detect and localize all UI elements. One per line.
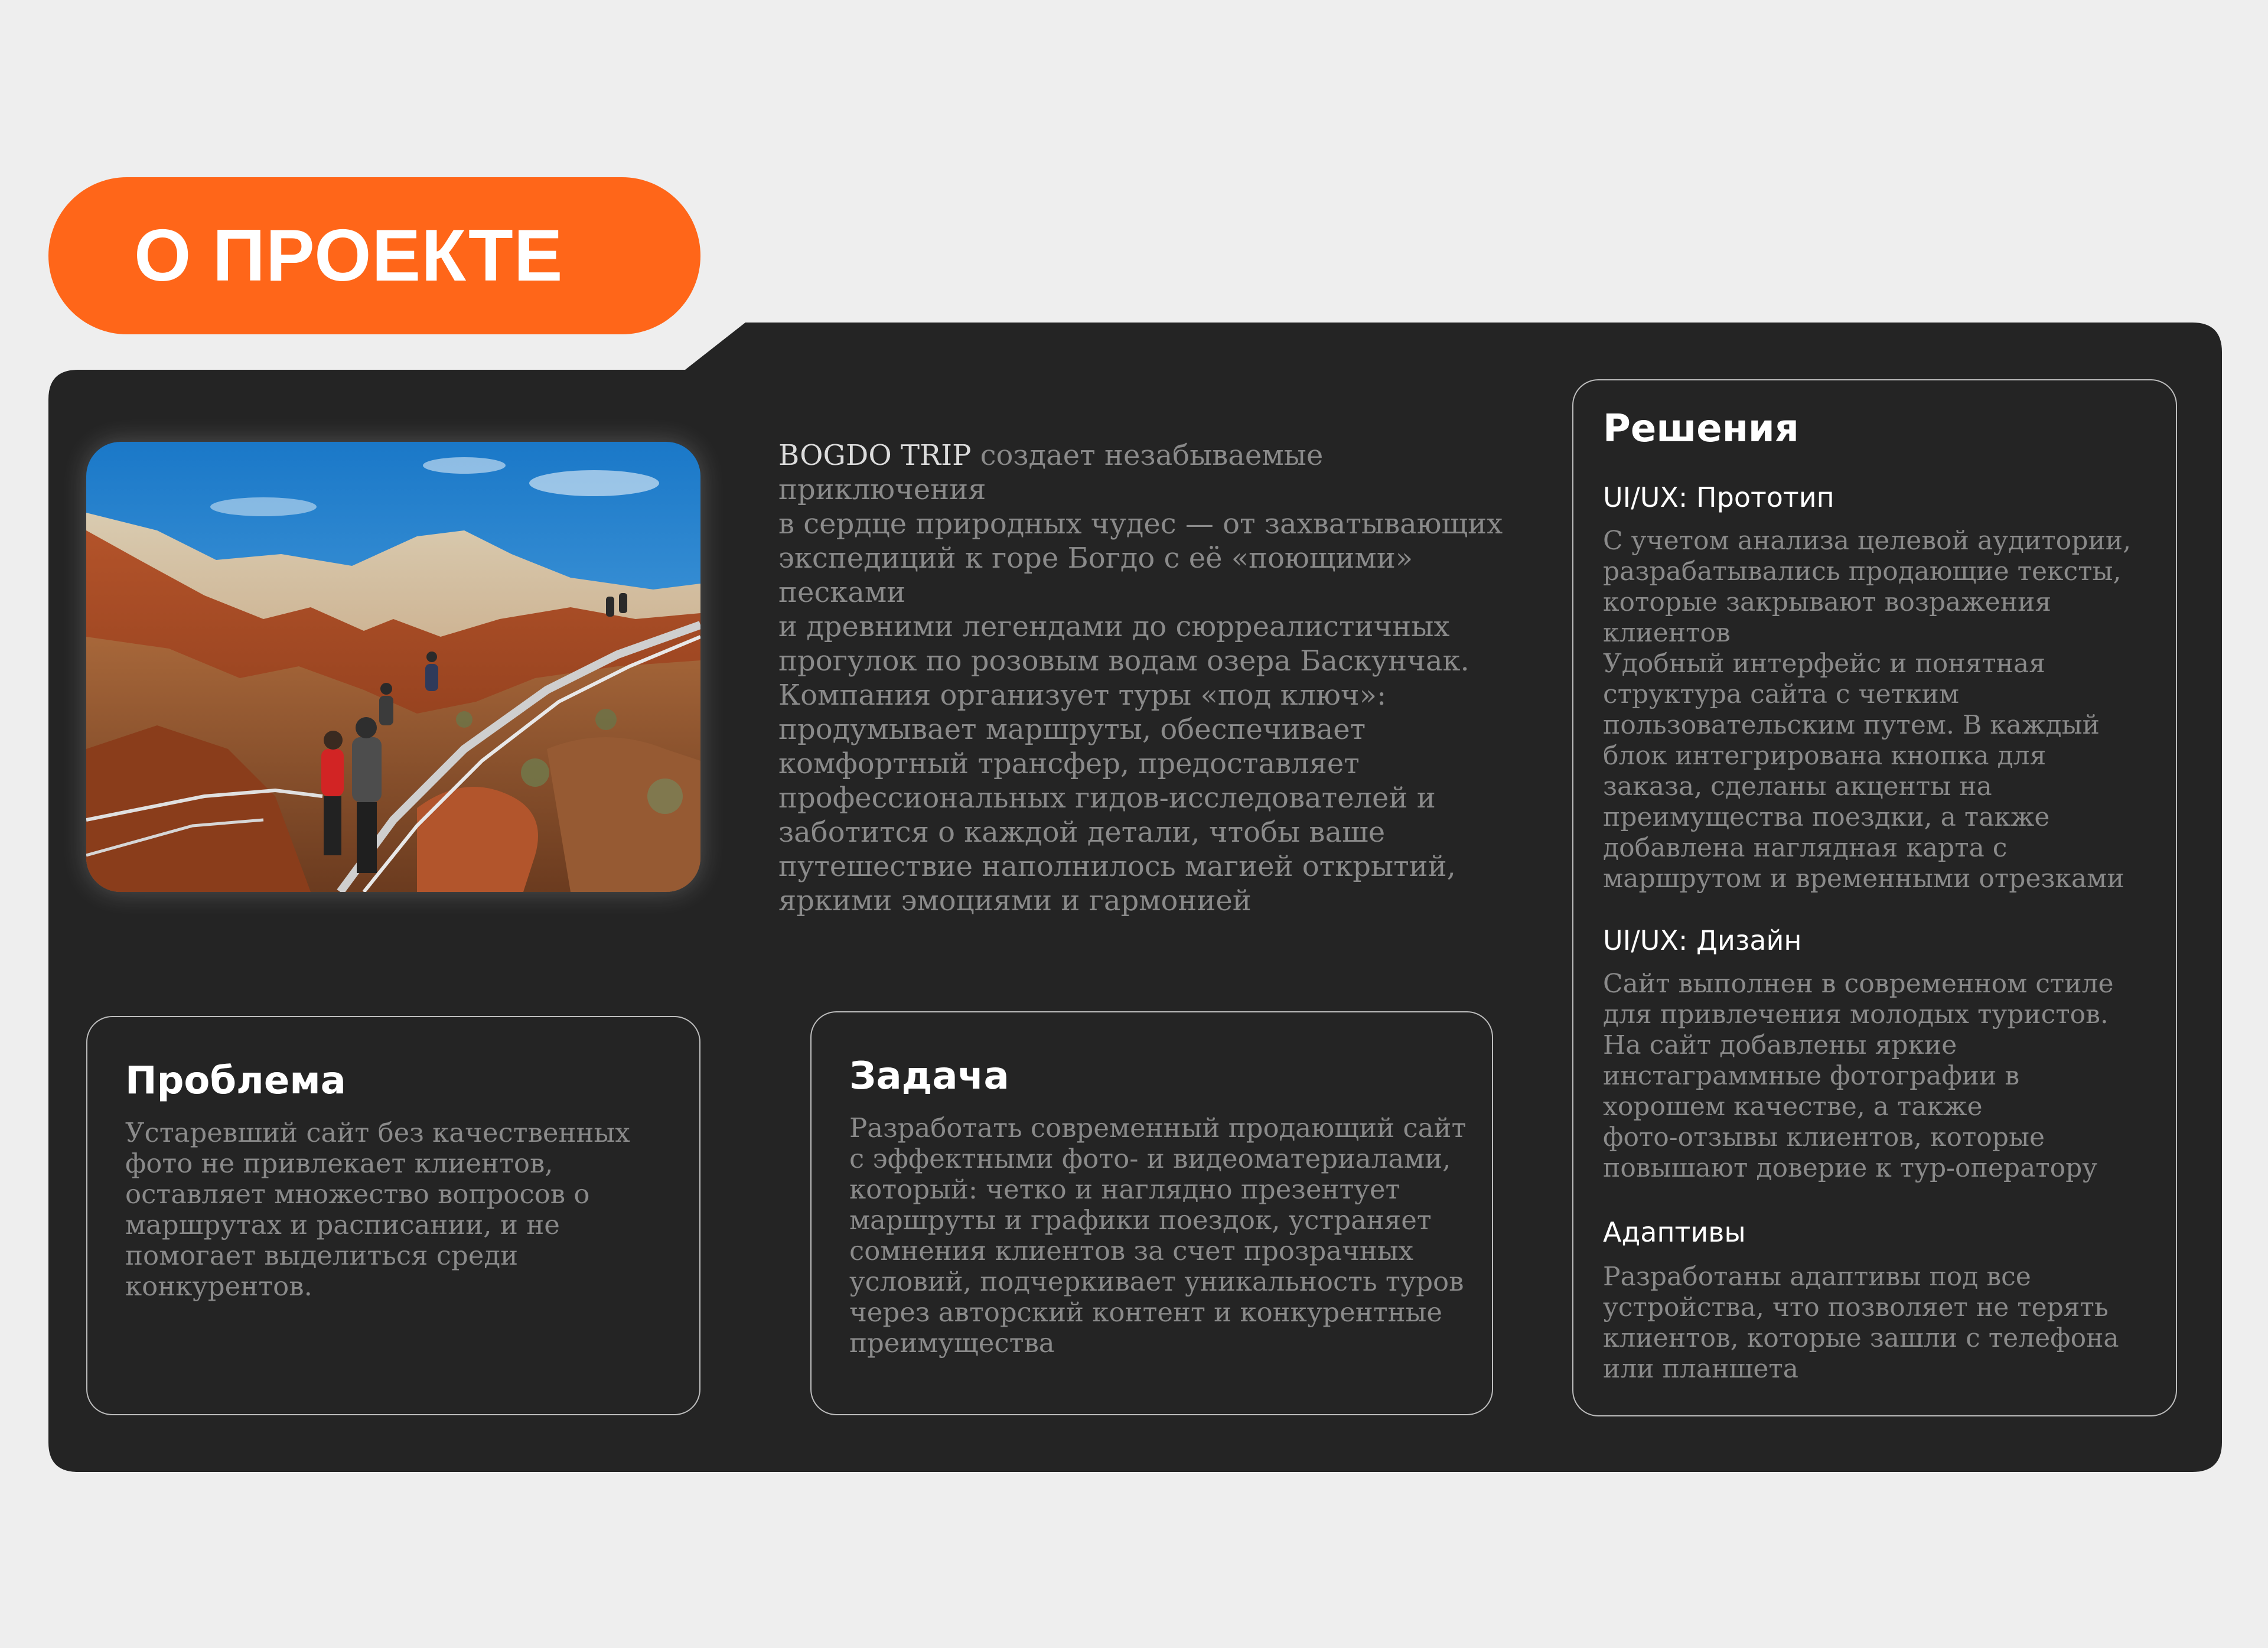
solutions-design-heading: UI/UX: Дизайн	[1603, 924, 1802, 956]
solutions-design-text: Сайт выполнен в современном стиле для привлечения молодых туристов. На сайт добавлены яркие инстаграммные фотографии в хорошем качестве, а также фото-отзывы клиентов, которые повышают доверие к тур-оператору	[1603, 969, 2114, 1183]
task-card	[810, 1011, 1493, 1415]
page-title: О ПРОЕКТЕ	[134, 215, 563, 297]
solutions-title: Решения	[1603, 407, 1799, 451]
mountain-landscape-image	[86, 442, 700, 892]
problem-text: Устаревший сайт без качественных фото не привлекает клиентов, оставляет множество вопросов о маршрутах и расписании, и не помогает выделиться среди конкурентов.	[125, 1117, 630, 1302]
intro-text	[778, 438, 1529, 918]
solutions-adaptive-heading: Адаптивы	[1603, 1216, 1746, 1248]
solutions-prototype-heading: UI/UX: Прототип	[1603, 481, 1834, 513]
problem-card	[86, 1016, 700, 1415]
title-pill	[48, 177, 700, 334]
task-text: Разработать современный продающий сайт с эффектными фото- и видеоматериалами, который: четко и наглядно презентует маршруты и графики поездок, устраняет сомнения клиентов за счет прозрачных условий, подчеркивает уникальность туров через авторский контент и конкурентные преимущества	[849, 1112, 1467, 1359]
solutions-prototype-text: С учетом анализа целевой аудитории, разрабатывались продающие тексты, которые закрывают возражения клиентов Удобный интерфейс и понятная структура сайта с четким пользовательским путем. В каждый блок интегрирована кнопка для заказа, сделаны акценты на преимущества поездки, а также добавлена наглядная карта с маршрутом и временными отрезками	[1603, 526, 2132, 894]
intro-description: создает незабываемые приключения в сердце природных чудес — от захватывающих экспедиций к горе Богдо с её «поющими» песками и древними легендами до сюрреалистичных прогулок по розовым водам озера Баскунчак. Компания организует туры «под ключ»: продумывает маршруты, обеспечивает комфортный трансфер, предоставляет профессиональных гидов-исследователей и заботится о каждой детали, чтобы ваше путешествие наполнилось магией открытий, яркими эмоциями и гармонией	[778, 439, 1503, 917]
solutions-adaptive-text: Разработаны адаптивы под все устройства, что позволяет не терять клиентов, которые зашли с телефона или планшета	[1603, 1262, 2119, 1384]
solutions-card	[1572, 379, 2177, 1416]
task-title: Задача	[849, 1054, 1009, 1098]
brand-name: BOGDO TRIP	[778, 439, 972, 472]
hero-photo	[86, 442, 700, 892]
problem-title: Проблема	[125, 1059, 346, 1103]
